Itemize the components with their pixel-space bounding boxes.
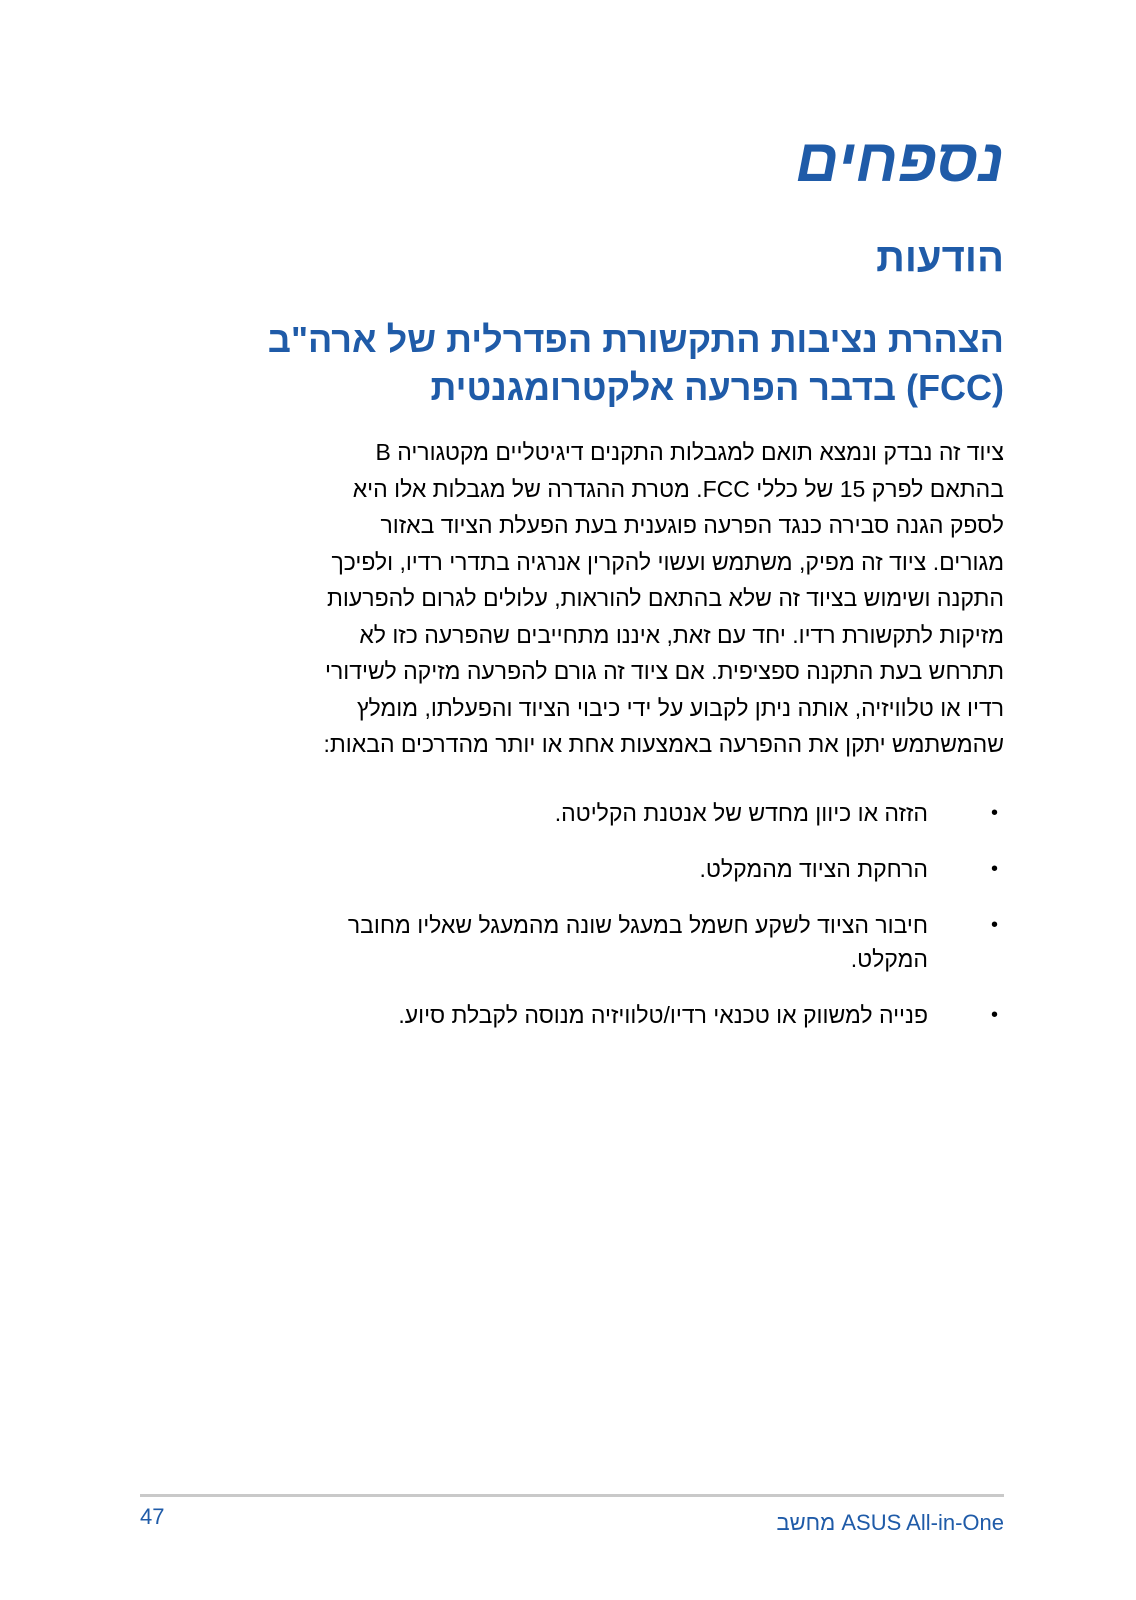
bullet-icon: • xyxy=(990,858,998,880)
bullet-icon: • xyxy=(990,1004,998,1026)
document-page xyxy=(140,0,1004,1600)
paragraph-line: מזיקות לתקשורת רדיו. יחד עם זאת, איננו מתחייבים שהפרעה כזו לא xyxy=(359,621,1004,648)
list-item xyxy=(140,908,1004,976)
subsection-title-line: (FCC) בדבר הפרעה אלקטרומגנטית xyxy=(430,367,1004,408)
list-item-text: הרחקת הציוד מהמקלט. xyxy=(699,856,928,882)
list-item xyxy=(140,998,1004,1032)
list-item xyxy=(140,852,1004,886)
paragraph-line: לספק הגנה סבירה כנגד הפרעה פוגענית בעת הפעלת הציוד באזור xyxy=(380,512,1004,538)
list-item xyxy=(140,796,1004,830)
chapter-title: נספחים xyxy=(795,127,1004,194)
footer-divider xyxy=(140,1494,1004,1497)
paragraph-line: שהמשתמש יתקן את ההפרעה באמצעות אחת או יותר מהדרכים הבאות: xyxy=(323,731,1004,757)
paragraph-line: ציוד זה נבדק ונמצא תואם למגבלות התקנים דיגיטליים מקטגוריה B xyxy=(375,439,1004,465)
subsection-title-line: הצהרת נציבות התקשורת הפדרלית של ארה"ב xyxy=(267,319,1004,360)
paragraph-line: בהתאם לפרק 15 של כללי FCC. מטרת ההגדרה של מגבלות אלו היא xyxy=(352,475,1004,502)
paragraph-line: התקנה ושימוש בציוד זה שלא בהתאם להוראות, עלולים לגרום להפרעות xyxy=(327,585,1004,611)
list-item-text: פנייה למשווק או טכנאי רדיו/טלוויזיה מנוסה לקבלת סיוע. xyxy=(398,1002,928,1028)
remedy-list xyxy=(140,796,1004,1054)
subsection-title xyxy=(140,316,1004,412)
list-item-text: הזזה או כיוון מחדש של אנטנת הקליטה. xyxy=(554,800,928,826)
fcc-paragraph xyxy=(140,434,1004,763)
section-title: הודעות xyxy=(876,236,1004,280)
list-item-text: חיבור הציוד לשקע חשמל במעגל שונה מהמעגל שאליו מחובר המקלט. xyxy=(347,912,928,972)
bullet-icon: • xyxy=(990,802,998,824)
paragraph-line: רדיו או טלוויזיה, אותה ניתן לקבוע על ידי כיבוי הציוד והפעלתו, מומלץ xyxy=(356,694,1004,721)
paragraph-line: תתרחש בעת התקנה ספציפית. אם ציוד זה גורם להפרעה מזיקה לשידורי xyxy=(324,658,1004,684)
bullet-icon: • xyxy=(990,914,998,936)
paragraph-line: מגורים. ציוד זה מפיק, משתמש ועשוי להקרין אנרגיה בתדרי רדיו, ולפיכך xyxy=(331,548,1004,575)
page-number: 47 xyxy=(140,1504,165,1529)
footer-product-name: ASUS All-in-One מחשב xyxy=(776,1510,1004,1535)
